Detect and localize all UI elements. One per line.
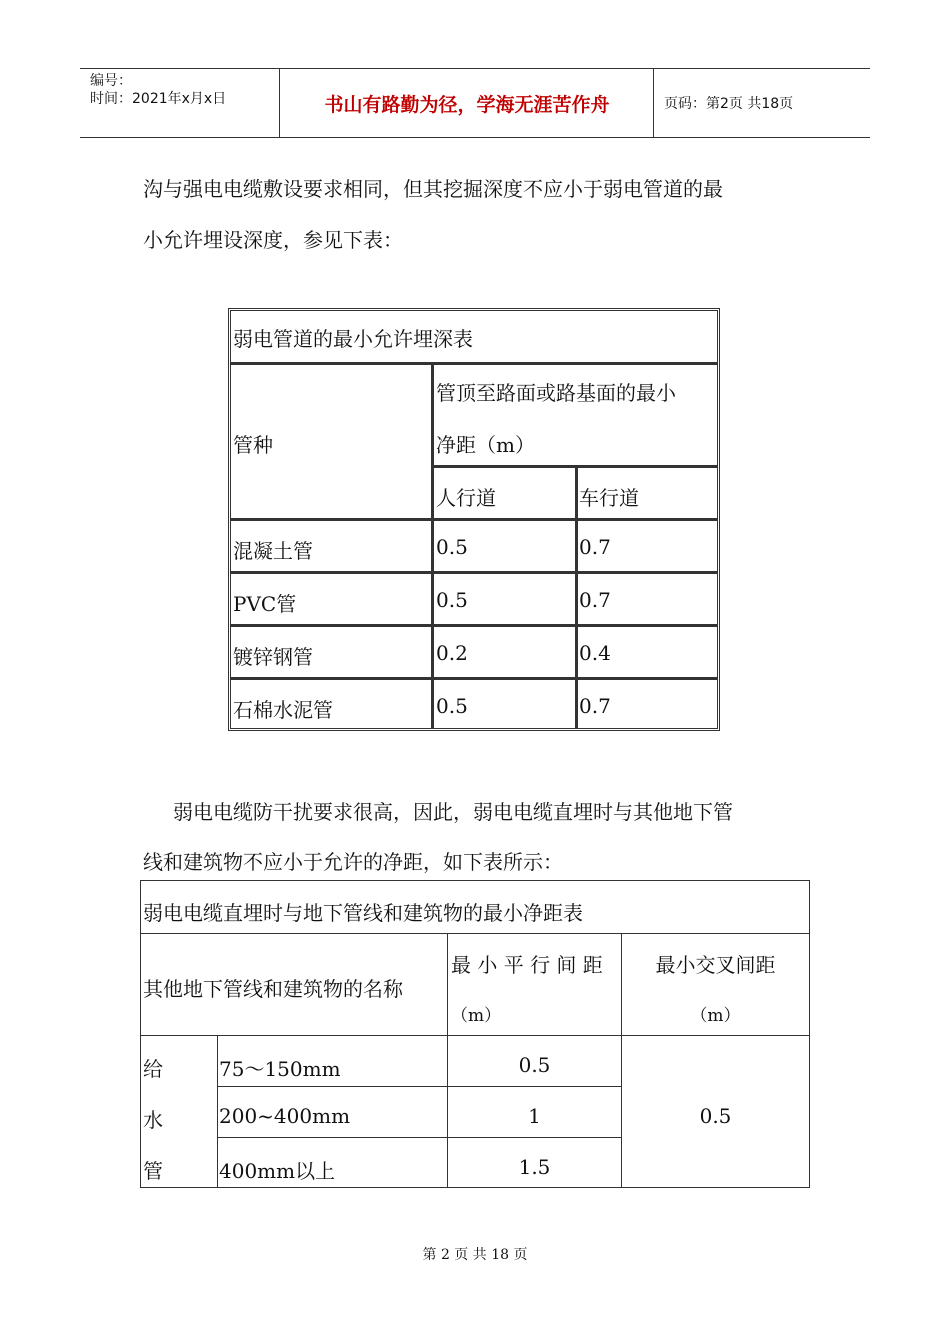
table2-title: 弱电电缆直埋时与地下管线和建筑物的最小净距表	[143, 901, 583, 925]
table2-header-name: 其他地下管线和建筑物的名称	[143, 977, 403, 1001]
table1-row-4-roadway: 0.7	[579, 694, 611, 718]
table1-header-distance-line-1: 管顶至路面或路基面的最小	[436, 381, 676, 405]
table1-header-sidewalk: 人行道	[436, 486, 496, 510]
table2-header-cross-line-1: 最小交叉间距	[655, 953, 776, 977]
table1-header-roadway: 车行道	[579, 486, 639, 510]
page-header	[80, 68, 870, 138]
min-burial-depth-table	[228, 308, 720, 731]
table1-header-distance-line-2: 净距（m）	[436, 433, 535, 457]
table1-row-1-sidewalk: 0.5	[436, 535, 468, 559]
table1-row-4-name: 石棉水泥管	[233, 698, 333, 722]
table2-group-char-3: 管	[143, 1159, 163, 1183]
min-clearance-table	[140, 880, 810, 1188]
table2-row-1-spec: 75～150mm	[219, 1057, 341, 1081]
paragraph-2-line-2: 线和建筑物不应小于允许的净距，如下表所示：	[143, 850, 563, 874]
table2-row-2-spec: 200~400mm	[219, 1104, 351, 1128]
table2-group-char-1: 给	[143, 1057, 163, 1081]
paragraph-1-line-2: 小允许埋设深度，参见下表：	[143, 228, 403, 252]
table1-row-2-sidewalk: 0.5	[436, 588, 468, 612]
table2-row-2-parallel: 1	[528, 1104, 541, 1128]
document-date: 时间：2021年x月x日	[90, 91, 227, 107]
table1-row-1-roadway: 0.7	[579, 535, 611, 559]
paragraph-1-line-1: 沟与强电电缆敷设要求相同，但其挖掘深度不应小于弱电管道的最	[143, 177, 723, 201]
table2-row-3-spec: 400mm以上	[219, 1159, 336, 1183]
table1-row-3-sidewalk: 0.2	[436, 641, 468, 665]
table1-row-2-roadway: 0.7	[579, 588, 611, 612]
paragraph-2-line-1: 弱电电缆防干扰要求很高，因此，弱电电缆直埋时与其他地下管	[173, 800, 733, 824]
document-number-label: 编号：	[90, 73, 132, 89]
table2-row-1-parallel: 0.5	[518, 1053, 551, 1077]
table1-title: 弱电管道的最小允许埋深表	[233, 327, 473, 351]
table2-header-parallel-line-1: 最 小 平 行 间 距	[451, 953, 603, 977]
table1-header-pipe-type: 管种	[233, 433, 273, 457]
table2-header-cross-line-2: （m）	[690, 1006, 741, 1026]
header-page-info: 页码：第2页 共18页	[664, 96, 794, 112]
table2-row-3-parallel: 1.5	[518, 1155, 551, 1179]
table1-row-3-name: 镀锌钢管	[233, 645, 313, 669]
table1-row-4-sidewalk: 0.5	[436, 694, 468, 718]
table2-group-char-2: 水	[143, 1108, 163, 1132]
header-motto: 书山有路勤为径，学海无涯苦作舟	[281, 69, 654, 137]
table1-row-2-name: PVC管	[233, 592, 297, 616]
table1-row-1-name: 混凝土管	[233, 539, 313, 563]
table2-header-parallel-line-2: （m）	[451, 1006, 502, 1026]
page-footer: 第 2 页 共 18 页	[422, 1247, 528, 1263]
header-meta	[80, 69, 280, 137]
table1-row-3-roadway: 0.4	[579, 641, 611, 665]
table2-cross-value: 0.5	[699, 1104, 732, 1128]
